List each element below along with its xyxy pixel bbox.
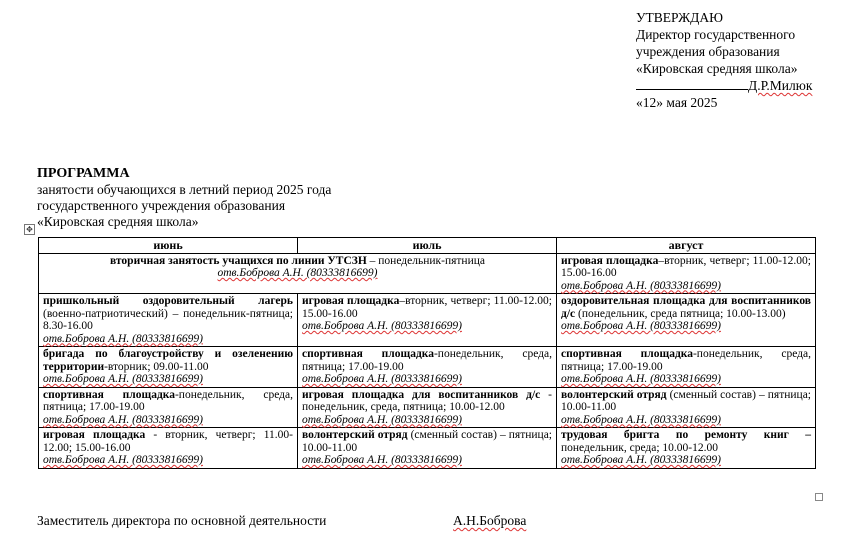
activity-schedule: (военно-патриотический) – понедельник-пятница; 8.30-16.00 [43,307,293,332]
activity-name: игровая площадка [561,254,659,267]
activity-schedule: -понедельник, среда, пятница; 17.00-19.00 [43,388,293,413]
document-title [37,166,331,230]
approval-title: УТВЕРЖДАЮ [636,10,724,25]
activity-name: игровая площадка [43,429,146,441]
approval-block [636,9,812,111]
table-cell [39,294,298,347]
responsible-person: отв.Боброва А.Н. (80333816699) [561,454,721,466]
table-row [39,428,816,469]
table-cell [298,294,557,347]
table-cell [39,347,298,388]
table-cell [298,387,557,428]
activity-name: трудовая бригта по ремонту книг – [561,429,811,441]
table-row [39,294,816,347]
activity-schedule: (сменный состав) – пятница; 10.00-11.00 [302,429,552,454]
responsible-person: отв.Боброва А.Н. (80333816699) [43,332,203,345]
table-header-row [39,238,816,254]
title-line: занятости обучающихся в летний период 2025 года [37,182,332,197]
responsible-person: отв.Боброва А.Н. (80333816699) [302,320,462,332]
table-cell [557,387,816,428]
activity-schedule: – понедельник-пятница [366,254,485,267]
schedule-table [38,237,816,469]
responsible-person: отв.Боброва А.Н. (80333816699) [561,413,721,426]
table-move-handle-icon[interactable]: ✥ [24,224,35,235]
column-header-june: июнь [39,238,298,254]
approval-line: «Кировская средняя школа» [636,61,798,76]
signer-name: А.Н.Боброва [453,513,527,528]
responsible-person: отв.Боброва А.Н. (80333816699) [561,279,721,292]
column-header-july: июль [298,238,557,254]
table-row [39,347,816,388]
approval-line: учреждения образования [636,44,780,59]
activity-schedule: -понедельник, среда, пятница; 17.00-19.00 [302,348,552,373]
activity-name: спортивная площадка [302,348,434,360]
activity-schedule: –вторник, четверг; 11.00-12.00; 15.00-16.00 [561,254,811,279]
table-cell [557,294,816,347]
activity-schedule: - понедельник, среда, пятница; 10.00-12.00 [302,388,552,413]
activity-schedule: (сменный состав) – пятница; 10.00-11.00 [561,388,811,413]
responsible-person: отв.Боброва А.Н. (80333816699) [43,373,203,385]
approval-signature [636,77,812,94]
table-cell [39,428,298,469]
table-cell [298,428,557,469]
activity-name: игровая площадка [302,295,400,307]
table-row [39,253,816,294]
responsible-person: отв.Боброва А.Н. (80333816699) [561,320,721,332]
approval-line: Директор государственного [636,27,796,42]
activity-name: спортивная площадка [43,388,175,401]
table-cell [557,253,816,294]
activity-schedule: (понедельник, среда пятница; 10.00-13.00) [575,307,786,320]
responsible-person: отв.Боброва А.Н. (80333816699) [302,454,462,466]
signer-role: Заместитель директора по основной деятельности [37,513,327,528]
director-name: Д.Р.Милюк [748,78,813,93]
title-line: государственного учреждения образования [37,198,286,213]
responsible-person: отв.Боброва А.Н. (80333816699) [43,454,203,466]
activity-name: оздоровительная площадка для воспитанников д/с [561,295,811,320]
responsible-person: отв.Боброва А.Н. (80333816699) [561,373,721,385]
table-cell [557,347,816,388]
table-row [39,387,816,428]
column-header-august: август [557,238,816,254]
activity-name: бригада по благоустройству и озеленению территории [43,348,293,373]
activity-name: волонтерский отряд [561,388,667,401]
responsible-person: отв.Боброва А.Н. (80333816699) [217,267,378,279]
responsible-person: отв.Боброва А.Н. (80333816699) [43,413,203,426]
activity-schedule: -понедельник, среда, пятница; 17.00-19.00 [561,348,811,373]
activity-name: вторичная занятость учащихся по линии УТСЗН [110,254,367,267]
activity-name: спортивная площадка [561,348,693,360]
table-cell [557,428,816,469]
activity-schedule: -вторник; 09.00-11.00 [104,360,209,373]
activity-name: игровая площадка для воспитанников д/с [302,388,541,401]
activity-name: волонтерский отряд [302,429,408,441]
activity-schedule: понедельник, среда; 10.00-12.00 [561,441,719,454]
table-cell [39,387,298,428]
title-line: «Кировская средняя школа» [37,214,199,229]
table-resize-handle[interactable] [815,493,823,501]
footer-signature [37,513,527,529]
activity-schedule: –вторник, четверг; 11.00-12.00; 15.00-16.00 [302,295,552,320]
activity-name: пришкольный оздоровительный лагерь [43,295,293,307]
page-title: ПРОГРАММА [37,166,130,181]
table-cell [39,253,557,294]
activity-schedule: - вторник, четверг; 11.00-12.00; 15.00-16.00 [43,429,293,454]
approval-date: «12» мая 2025 [636,95,718,110]
signature-line [636,77,748,90]
table-cell [298,347,557,388]
responsible-person: отв.Боброва А.Н. (80333816699) [302,373,462,385]
responsible-person: отв.Боброва А.Н. (80333816699) [302,413,462,426]
